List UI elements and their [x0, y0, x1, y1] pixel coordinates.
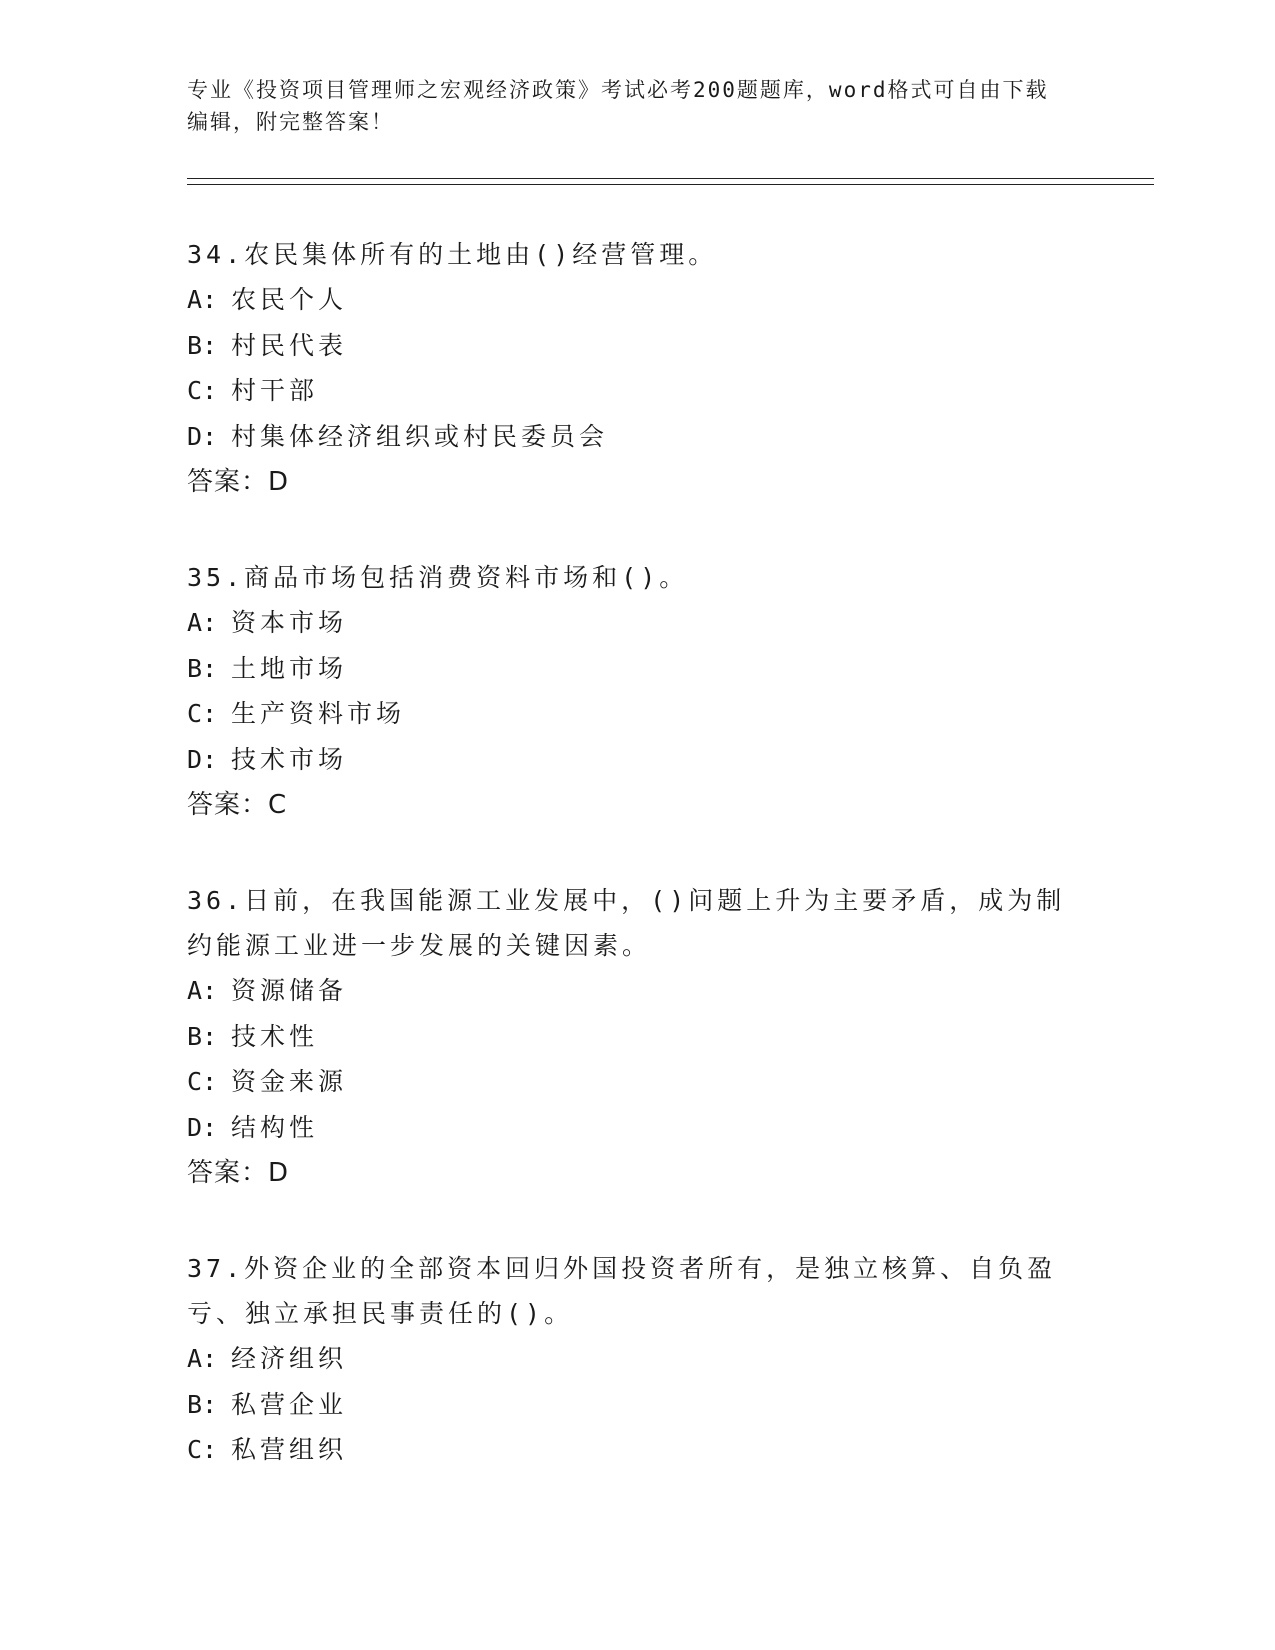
option-letter: D:	[187, 744, 218, 774]
option-c	[187, 691, 1087, 737]
option-text: 技术性	[231, 1021, 319, 1051]
option-text: 私营企业	[231, 1389, 348, 1419]
option-c	[187, 1059, 1087, 1105]
option-letter: D:	[187, 1112, 218, 1142]
option-b	[187, 646, 1087, 692]
option-text: 资金来源	[231, 1067, 348, 1096]
option-text: 村集体经济组织或村民委员会	[231, 421, 609, 451]
option-c	[187, 1427, 1087, 1473]
option-letter: A:	[187, 285, 218, 314]
option-text: 经济组织	[231, 1344, 348, 1373]
option-letter: C:	[187, 1435, 218, 1464]
option-letter: B:	[187, 1021, 218, 1051]
document-header: 专业《投资项目管理师之宏观经济政策》考试必考200题题库，word格式可自由下载编辑，附完整答案！	[187, 78, 1049, 134]
option-letter: B:	[187, 653, 218, 683]
option-text: 资源储备	[231, 976, 348, 1005]
option-letter: C:	[187, 1067, 218, 1096]
option-d	[187, 737, 1087, 783]
option-letter: C:	[187, 376, 218, 405]
option-d	[187, 414, 1087, 460]
option-text: 结构性	[231, 1112, 319, 1142]
option-a	[187, 968, 1087, 1014]
option-letter: A:	[187, 1344, 218, 1373]
option-c	[187, 368, 1087, 414]
option-a	[187, 1336, 1087, 1382]
option-a	[187, 277, 1087, 323]
option-letter: A:	[187, 976, 218, 1005]
option-d	[187, 1105, 1087, 1151]
question-37	[187, 1246, 1087, 1473]
answer-line: 答案：D	[187, 467, 290, 497]
option-letter: D:	[187, 421, 218, 451]
option-letter: A:	[187, 608, 218, 637]
option-text: 技术市场	[231, 744, 348, 774]
question-list	[187, 232, 1087, 1523]
option-text: 生产资料市场	[231, 699, 406, 728]
question-text: 36.日前，在我国能源工业发展中，()问题上升为主要矛盾，成为制约能源工业进一步发展的关键因素。	[187, 886, 1066, 960]
question-35	[187, 555, 1087, 828]
option-a	[187, 600, 1087, 646]
option-b	[187, 323, 1087, 369]
question-text: 34.农民集体所有的土地由()经营管理。	[187, 240, 718, 269]
option-b	[187, 1014, 1087, 1060]
option-text: 农民个人	[231, 285, 348, 314]
question-36	[187, 878, 1087, 1196]
option-letter: B:	[187, 1389, 218, 1419]
option-text: 私营组织	[231, 1435, 348, 1464]
header-divider	[187, 178, 1154, 185]
option-text: 村民代表	[231, 330, 348, 360]
answer-line: 答案：C	[187, 790, 288, 820]
question-text: 35.商品市场包括消费资料市场和()。	[187, 563, 689, 592]
option-letter: C:	[187, 699, 218, 728]
question-text: 37.外资企业的全部资本回归外国投资者所有，是独立核算、自负盈亏、独立承担民事责任的()。	[187, 1254, 1057, 1328]
answer-line: 答案：D	[187, 1158, 290, 1188]
option-text: 资本市场	[231, 608, 348, 637]
option-letter: B:	[187, 330, 218, 360]
question-34	[187, 232, 1087, 505]
option-text: 土地市场	[231, 653, 348, 683]
option-text: 村干部	[231, 376, 319, 405]
option-b	[187, 1382, 1087, 1428]
